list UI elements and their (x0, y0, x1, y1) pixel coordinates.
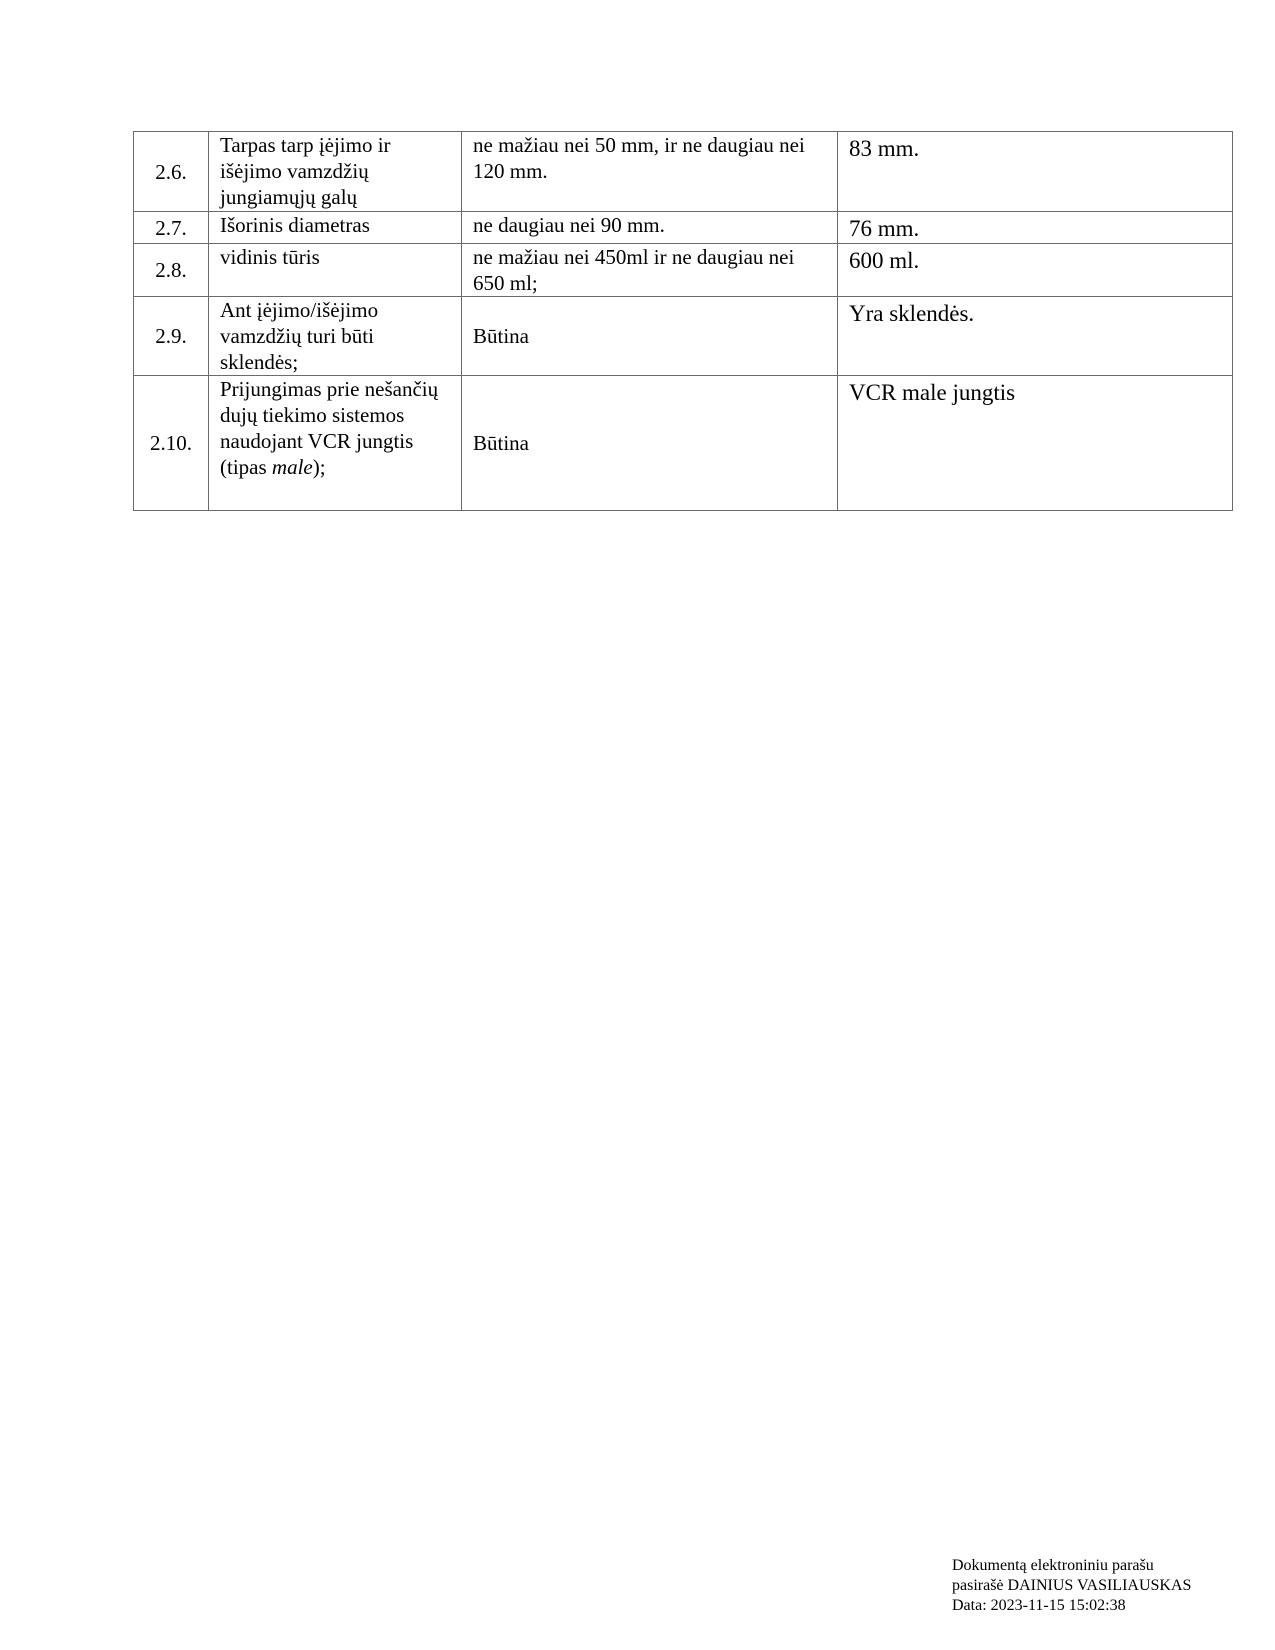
requirement-cell: ne mažiau nei 50 mm, ir ne daugiau nei 120 mm. (462, 132, 838, 212)
parameter-cell: Išorinis diametras (209, 212, 462, 244)
offered-value-cell: 76 mm. (838, 212, 1233, 244)
row-number: 2.7. (134, 212, 209, 244)
table-row (134, 297, 1233, 376)
offered-value-cell: VCR male jungtis (838, 376, 1233, 511)
parameter-italic-text: male (271, 455, 313, 479)
requirement-cell: Būtina (462, 376, 838, 511)
offered-value-cell: 83 mm. (838, 132, 1233, 212)
table-row (134, 132, 1233, 212)
requirement-cell: ne daugiau nei 90 mm. (462, 212, 838, 244)
row-number: 2.8. (134, 244, 209, 297)
requirement-cell: ne mažiau nei 450ml ir ne daugiau nei 650 ml; (462, 244, 838, 297)
electronic-signature-block (952, 1556, 1191, 1616)
parameter-cell (209, 376, 462, 511)
table-row (134, 376, 1233, 511)
table-row (134, 212, 1233, 244)
offered-value-cell: 600 ml. (838, 244, 1233, 297)
row-number: 2.9. (134, 297, 209, 376)
parameter-text-suffix: ); (312, 455, 326, 479)
requirement-cell: Būtina (462, 297, 838, 376)
parameter-cell: vidinis tūris (209, 244, 462, 297)
signature-line: Dokumentą elektroniniu parašu (952, 1557, 1154, 1574)
row-number: 2.6. (134, 132, 209, 212)
signature-signer: pasirašė DAINIUS VASILIAUSKAS (952, 1577, 1192, 1594)
specification-table (133, 131, 1233, 511)
offered-value-cell: Yra sklendės. (838, 297, 1233, 376)
parameter-cell: Tarpas tarp įėjimo ir išėjimo vamzdžių jungiamųjų galų (209, 132, 462, 212)
row-number: 2.10. (134, 376, 209, 511)
parameter-cell: Ant įėjimo/išėjimo vamzdžių turi būti sklendės; (209, 297, 462, 376)
signature-date: Data: 2023-11-15 15:02:38 (952, 1597, 1126, 1614)
table-row (134, 244, 1233, 297)
parameter-text: Prijungimas prie nešančių dujų tiekimo sistemos naudojant VCR jungtis (tipas (220, 377, 439, 479)
